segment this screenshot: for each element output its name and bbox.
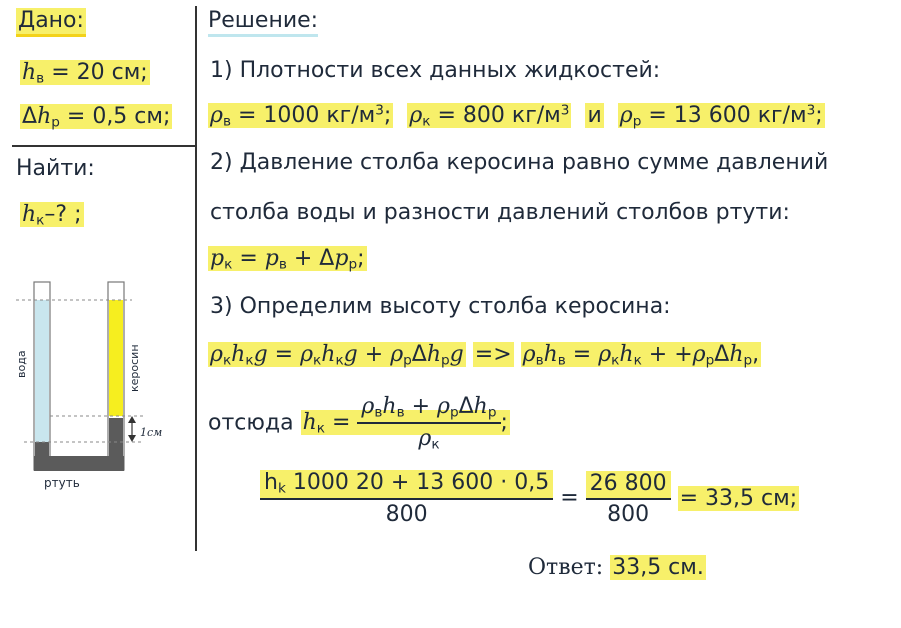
solution-title: Решение: (208, 8, 318, 33)
height-equation: $\rho_кh_кg = \rho_кh_кg + \rho_р\Delta h_рg => \rho_вh_в = \rho_кh_к + +\rho_р\Delta h_р$, (210, 342, 760, 369)
numeric-calc: $\frac{h_k 1000 20 + 13 600 \cdot 0,5}{800}$ = $\frac{26 800}{800}$ = 33,5 см; (260, 470, 799, 527)
find-title: Найти: (16, 156, 95, 181)
label-water: вода (15, 350, 28, 378)
water-column (35, 300, 49, 442)
find-line: $h_к-$? ; (22, 202, 82, 229)
pressure-equation: $p_к = p_в + \Delta p_р$; (210, 246, 365, 273)
given-line-water-height: $h_в = 20$ см; (22, 60, 148, 87)
answer-line: Ответ: 33,5 см. (528, 555, 704, 580)
step2-text-a: 2) Давление столба керосина равно сумме давлений (210, 150, 829, 175)
vertical-divider (195, 6, 197, 551)
densities-line: $\rho_в = 1000$ $кг/м^3$; $\rho_к = 800$ $кг/м^3$ и $\rho_р = 13$ 600 $кг/м^3$; (210, 102, 823, 129)
hence-line: отсюда $h_к$ = $\frac{\rho_вh_в + \rho_р\Delta h_р}{\rho_к}$ ; (208, 394, 508, 453)
given-title: Дано: (16, 8, 86, 33)
u-tube-diagram (14, 278, 194, 498)
label-gap: 1см (140, 426, 163, 439)
kerosene-column (109, 300, 123, 416)
label-kerosene: керосин (128, 344, 141, 392)
step3-text: 3) Определим высоту столба керосина: (210, 294, 671, 319)
step1-text: 1) Плотности всех данных жидкостей: (210, 58, 661, 83)
label-mercury: ртуть (44, 476, 80, 490)
given-line-mercury-diff: $\Delta h_р = 0,5$ см; (22, 104, 171, 131)
step2-text-b: столба воды и разности давлений столбов ртути: (210, 200, 790, 225)
given-find-divider (12, 145, 196, 147)
